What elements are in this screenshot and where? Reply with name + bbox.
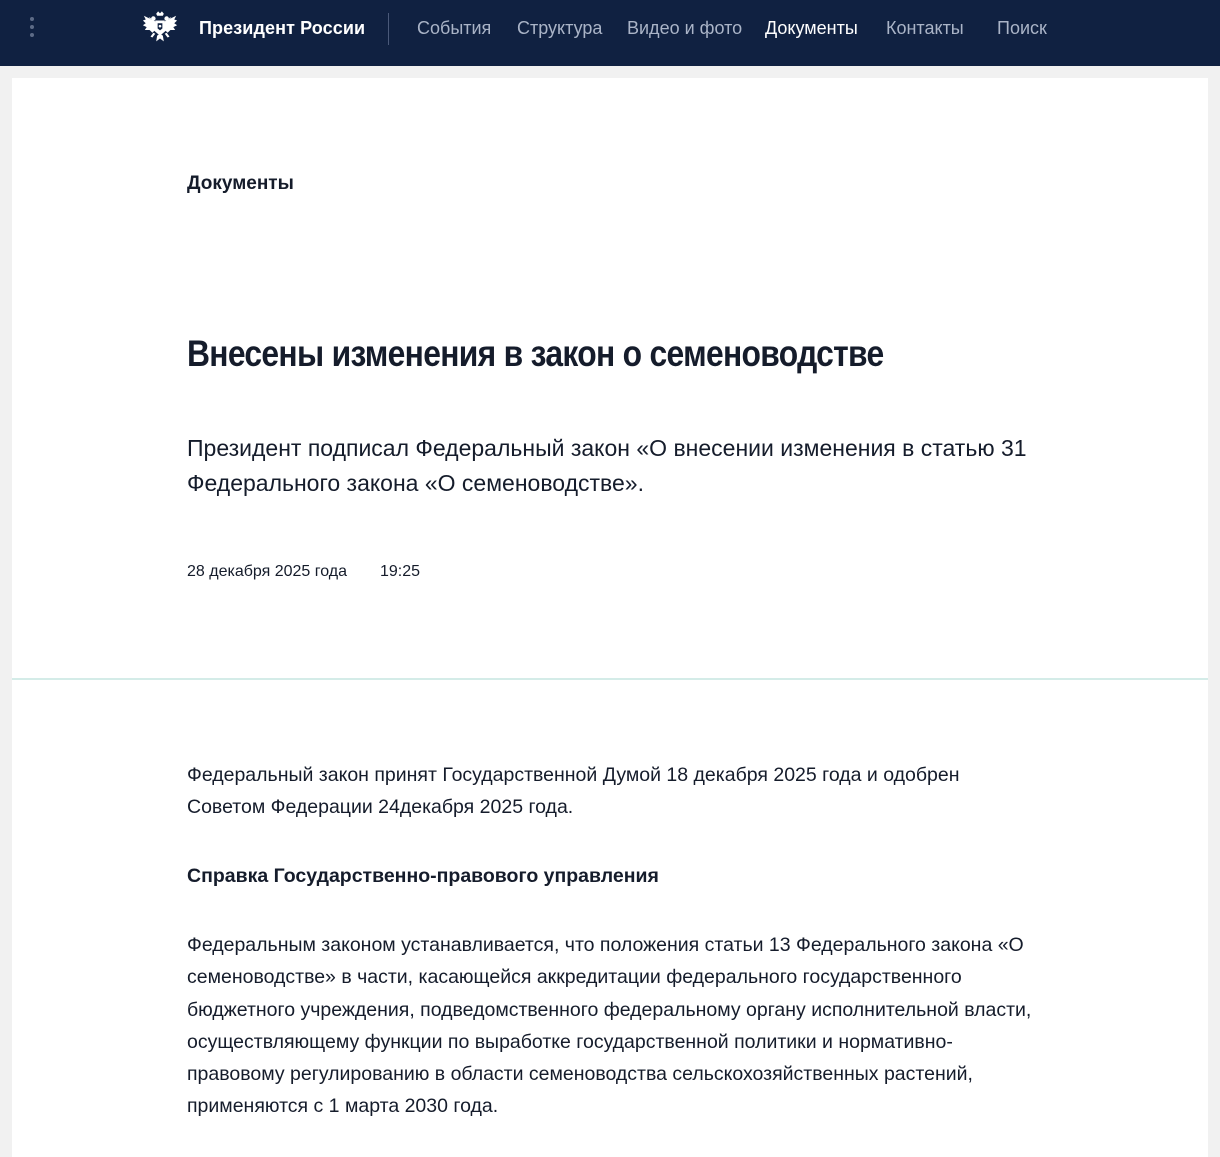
article-paragraph: Федеральный закон принят Государственной Думой 18 декабря 2025 года и одобрен Советом Федерации 24декабря 2025 года. [187, 764, 960, 819]
more-vertical-icon[interactable] [22, 14, 42, 44]
nav-item-structure[interactable]: Структура [517, 18, 603, 38]
article-lead: Президент подписал Федеральный закон «О внесении изменения в статью 31 Федерального закона «О семеноводстве». [187, 435, 1027, 496]
article-title: Внесены изменения в закон о семеноводстве [187, 333, 884, 374]
section-breadcrumb-link[interactable]: Документы [187, 173, 294, 194]
nav-item-search[interactable]: Поиск [997, 18, 1047, 38]
nav-item-contacts[interactable]: Контакты [886, 18, 964, 38]
article-body-panel [12, 680, 1208, 1157]
article-header-panel [12, 78, 1208, 678]
nav-item-events[interactable]: События [417, 18, 492, 38]
article-subheading: Справка Государственно-правового управления [187, 865, 659, 887]
article-time: 19:25 [380, 563, 421, 580]
article-paragraph: Федеральным законом устанавливается, что положения статьи 13 Федерального закона «О семеноводстве» в части, касающейся аккредитации федерального государственного бюджетного учреждения, подведомственного федеральному органу исполнительной власти, осуществляющему функции по выработке государственной политики и нормативно-правовому регулированию в области семеноводства сельскохозяйственных растений, применяются с 1 марта 2030 года. [187, 934, 1032, 1118]
site-brand-link[interactable]: Президент России [199, 18, 366, 38]
nav-divider [388, 13, 389, 45]
top-navigation-bar [0, 0, 1220, 66]
article-date: 28 декабря 2025 года [187, 563, 348, 580]
double-headed-eagle-icon[interactable] [141, 10, 179, 48]
nav-item-video-photo[interactable]: Видео и фото [627, 18, 743, 38]
nav-item-documents[interactable]: Документы [765, 18, 858, 38]
